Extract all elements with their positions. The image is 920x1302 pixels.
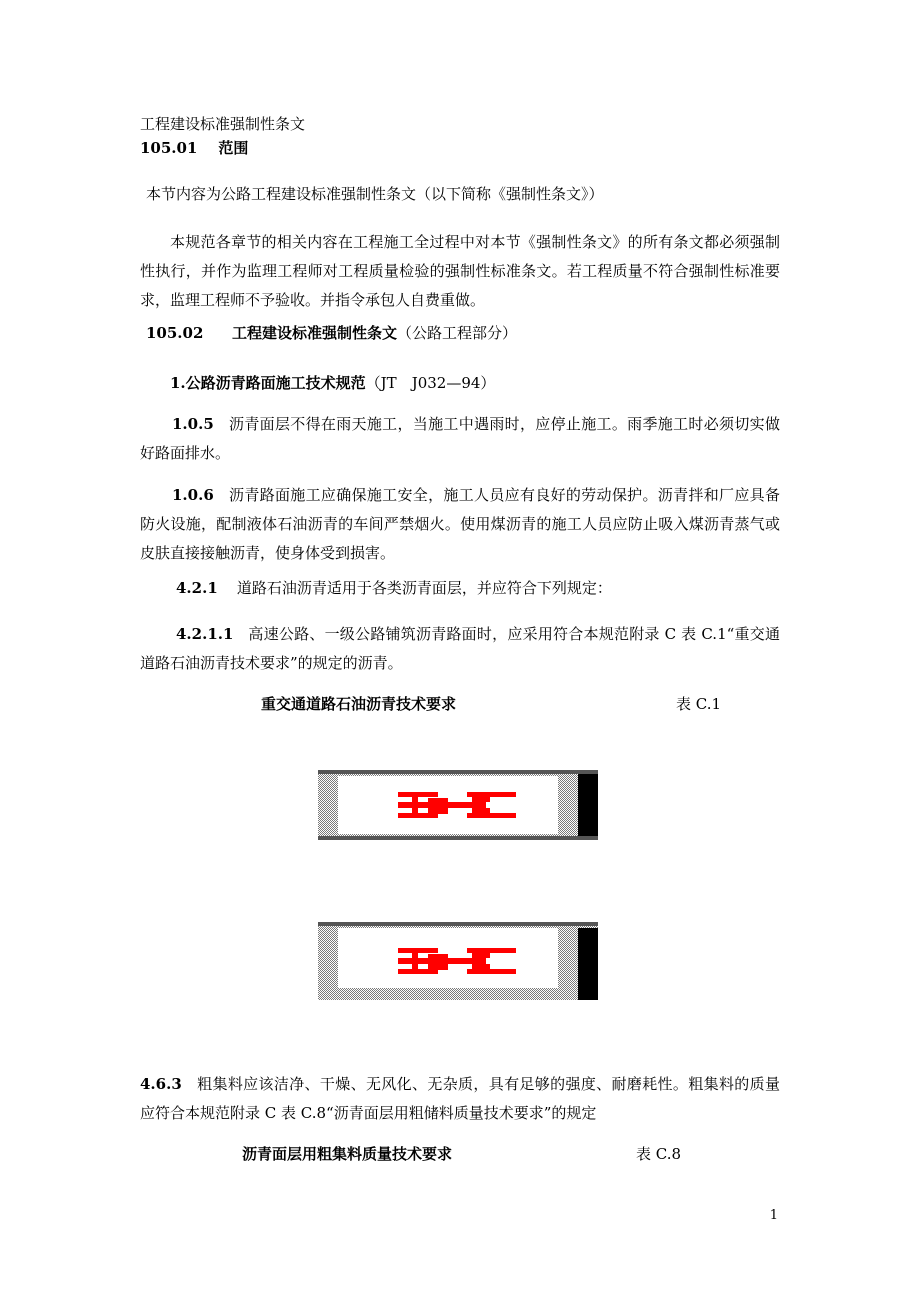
section-title: 工程建设标准强制性条文 [232,324,398,342]
broken-link-icon [318,922,598,1000]
section-number: 105.01 [140,139,198,157]
clause-number: 1.0.5 [172,415,214,433]
clause-text: 沥青面层不得在雨天施工，当施工中遇雨时，应停止施工。雨季施工时必须切实做好路面排水。 [140,415,780,462]
standard-heading [170,373,495,393]
section-title: 范围 [218,139,249,157]
table-c1-label: 表 C.1 [676,695,722,713]
clause-4-2-1 [176,578,612,598]
clause-text: 高速公路、一级公路铺筑沥青路面时，应采用符合本规范附录 C 表 C.1“重交通道路石油沥青技术要求”的规定的沥青。 [140,625,780,672]
section-10501-heading [140,138,248,158]
clause-number: 1.0.6 [172,486,214,504]
section-10502-heading [146,323,517,343]
section-note: （公路工程部分） [397,324,518,342]
clause-1-0-5 [140,410,780,468]
table-c1-title: 重交通道路石油沥青技术要求 [261,695,457,713]
standard-title: 1.公路沥青路面施工技术规范 [170,374,366,392]
table-c8-title: 沥青面层用粗集料质量技术要求 [242,1145,453,1163]
broken-link-icon [318,770,598,840]
clause-1-0-6 [140,481,780,568]
table-c8-label: 表 C.8 [636,1145,682,1163]
clause-number: 4.2.1.1 [176,625,234,643]
clause-number: 4.2.1 [176,579,218,597]
standard-code: （JT J032—94） [365,374,496,392]
clause-4-6-3 [140,1070,780,1128]
section-number: 105.02 [146,324,204,342]
clause-4-2-1-1 [140,620,780,678]
clause-text: 粗集料应该洁净、干燥、无风化、无杂质，具有足够的强度、耐磨耗性。粗集料的质量应符合本规范附录 C 表 C.8“沥青面层用粗储料质量技术要求”的规定 [140,1075,780,1122]
embedded-table-placeholder[interactable] [318,770,598,840]
paragraph-scope: 本规范各章节的相关内容在工程施工全过程中对本节《强制性条文》的所有条文都必须强制性执行，并作为监理工程师对工程质量检验的强制性标准条文。若工程质量不符合强制性标准要求，监理工程师不予验收。并指令承包人自费重做。 [140,233,780,309]
embedded-table-placeholder[interactable] [318,922,598,1000]
doc-title: 工程建设标准强制性条文 [140,115,306,133]
clause-text: 沥青路面施工应确保施工安全，施工人员应有良好的劳动保护。沥青拌和厂应具备防火设施，配制液体石油沥青的车间严禁烟火。使用煤沥青的施工人员应防止吸入煤沥青蒸气或皮肤直接接触沥青，使身体受到损害。 [140,486,780,562]
intro-text: 本节内容为公路工程建设标准强制性条文（以下简称《强制性条文》） [146,185,604,203]
clause-number: 4.6.3 [140,1075,182,1093]
page-number: 1 [769,1208,778,1223]
clause-text: 道路石油沥青适用于各类沥青面层，并应符合下列规定： [236,579,612,597]
